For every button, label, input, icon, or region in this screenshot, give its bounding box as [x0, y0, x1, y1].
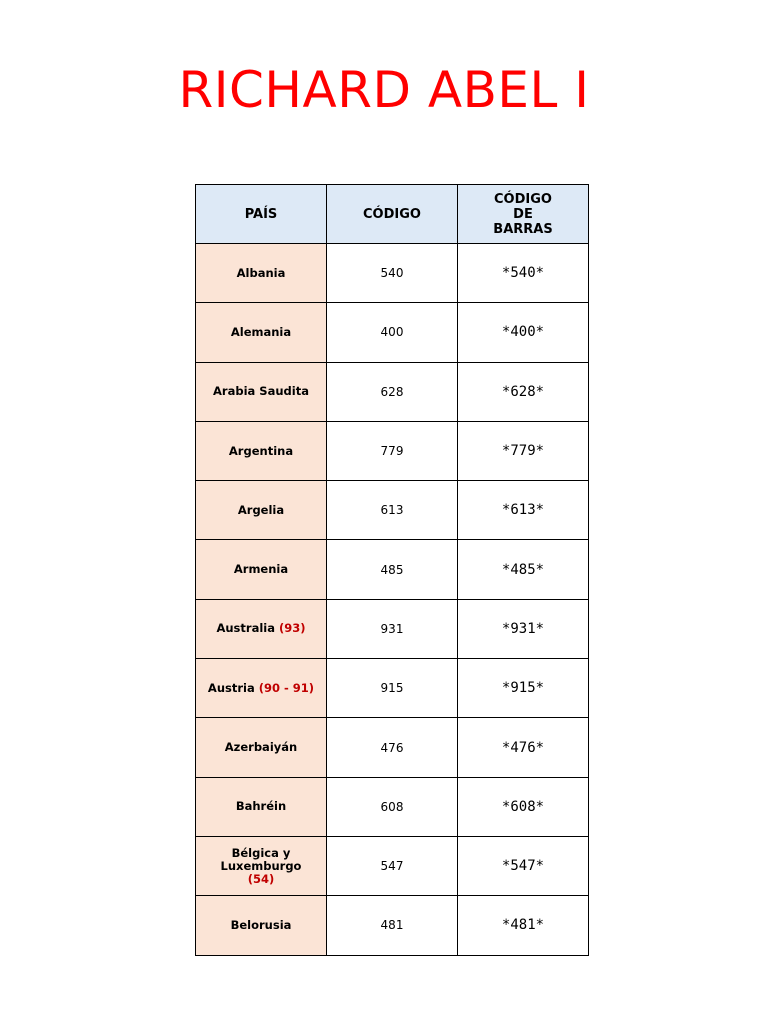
table-row	[196, 303, 589, 362]
table-row	[196, 659, 589, 718]
table-row	[196, 481, 589, 540]
code-cell: 485	[327, 540, 458, 599]
country-name: Armenia	[233, 562, 289, 577]
country-name: Albania	[236, 265, 286, 280]
country-name: Bahréin	[235, 799, 287, 814]
table-row	[196, 599, 589, 658]
barcode-cell: *608*	[458, 777, 589, 836]
table-row	[196, 244, 589, 303]
code-cell: 476	[327, 718, 458, 777]
code-cell: 547	[327, 836, 458, 895]
table-row	[196, 718, 589, 777]
barcode-cell: *613*	[458, 481, 589, 540]
country-cell	[196, 777, 327, 836]
country-name: Bélgica y Luxemburgo	[220, 845, 302, 873]
code-cell: 915	[327, 659, 458, 718]
country-note: (90 - 91)	[258, 680, 315, 695]
barcode-cell: *481*	[458, 896, 589, 955]
barcode-cell: *931*	[458, 599, 589, 658]
country-cell	[196, 836, 327, 895]
code-cell: 481	[327, 896, 458, 955]
country-name: Argelia	[237, 502, 285, 517]
code-cell: 779	[327, 421, 458, 480]
country-note: (93)	[279, 621, 306, 636]
table-row	[196, 896, 589, 955]
table-header-row	[196, 185, 589, 244]
barcode-cell: *476*	[458, 718, 589, 777]
header-code: CÓDIGO	[327, 185, 458, 244]
country-name: Alemania	[230, 324, 292, 339]
barcode-cell: *485*	[458, 540, 589, 599]
country-cell	[196, 659, 327, 718]
code-cell: 613	[327, 481, 458, 540]
country-note: (54)	[247, 871, 275, 886]
country-cell	[196, 303, 327, 362]
code-cell: 540	[327, 244, 458, 303]
barcode-cell: *779*	[458, 421, 589, 480]
table-body	[196, 244, 589, 956]
country-name: Arabia Saudita	[213, 384, 309, 399]
country-cell	[196, 896, 327, 955]
barcode-cell: *400*	[458, 303, 589, 362]
header-barcode	[458, 185, 589, 244]
code-cell: 931	[327, 599, 458, 658]
table-row	[196, 540, 589, 599]
barcode-cell: *547*	[458, 836, 589, 895]
table-row	[196, 362, 589, 421]
table-row	[196, 777, 589, 836]
code-cell: 608	[327, 777, 458, 836]
country-name: Austria	[207, 680, 255, 695]
code-cell: 628	[327, 362, 458, 421]
table-row	[196, 836, 589, 895]
country-name: Azerbaiyán	[224, 740, 298, 755]
code-cell: 400	[327, 303, 458, 362]
country-cell	[196, 362, 327, 421]
country-cell	[196, 718, 327, 777]
country-name: Argentina	[228, 443, 294, 458]
header-barcode-label: CÓDIGO DE BARRAS	[493, 191, 553, 237]
country-cell	[196, 244, 327, 303]
country-code-table	[195, 184, 589, 956]
country-name: Belorusia	[230, 917, 292, 932]
country-cell	[196, 599, 327, 658]
barcode-cell: *540*	[458, 244, 589, 303]
barcode-cell: *628*	[458, 362, 589, 421]
page-title: RICHARD ABEL I	[178, 61, 590, 119]
table-row	[196, 421, 589, 480]
country-cell	[196, 481, 327, 540]
barcode-cell: *915*	[458, 659, 589, 718]
country-cell	[196, 540, 327, 599]
header-country: PAÍS	[196, 185, 327, 244]
country-cell	[196, 421, 327, 480]
country-name: Australia	[216, 621, 275, 636]
